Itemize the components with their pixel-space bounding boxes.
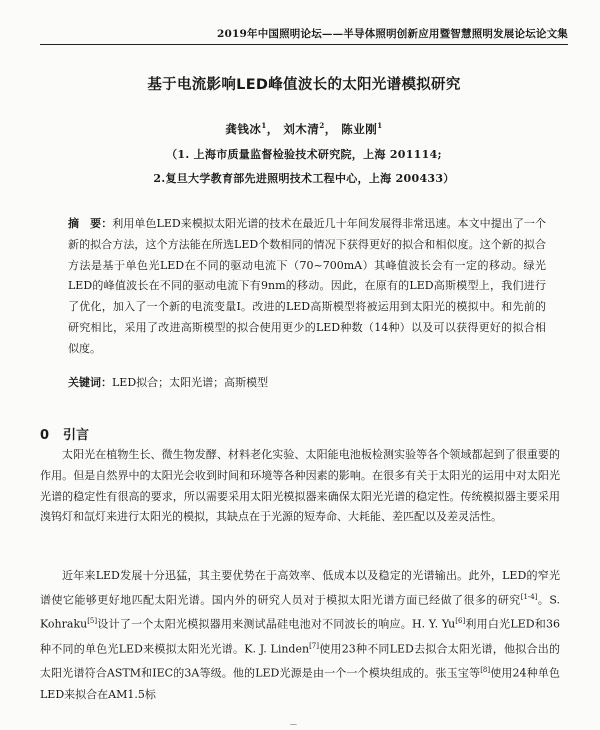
abstract-label: 摘 要： [68, 217, 113, 230]
paragraph-text: 利用白光LED和36种不同的单色光LED来模拟太阳光光谱。K. J. Linden [40, 617, 560, 656]
affiliation-line: 2.复旦大学教育部先进照明技术工程中心，上海 200433） [153, 172, 455, 185]
running-header: 2019年中国照明论坛——半导体照明创新应用暨智慧照明发展论坛论文集 [216, 28, 568, 40]
page-number: — [290, 720, 297, 728]
paragraph-text: 近年来LED发展十分迅猛，其主要优势在于高效率、低成本以及稳定的光谱输出。此外，LED的窄光谱使它能够更好地匹配太阳光谱。国内外的研究人员对于模拟太阳光谱方面已经做了很多的研究 [40, 569, 560, 607]
author-list: 龚钱冰$^1$， 刘木清$^2$， 陈业刚$^1$ [225, 121, 383, 136]
section-title: 引言 [63, 428, 90, 443]
citation-ref: [7] [309, 641, 319, 650]
author-affil-mark: 1 [377, 121, 383, 131]
header-rule [40, 44, 568, 45]
keywords-label: 关键词： [68, 376, 112, 389]
keywords-text: LED拟合；太阳光谱；高斯模型 [112, 376, 269, 389]
author-affil-mark: 2 [319, 121, 325, 131]
abstract [68, 214, 546, 360]
citation-ref: [1-4] [520, 592, 538, 601]
paragraph-text: 设计了一个太阳光模拟器用来测试晶硅电池对不同波长的响应。H. Y. Yu [97, 617, 456, 631]
body-paragraph: 太阳光在植物生长、微生物发酵、材料老化实验、太阳能电池板检测实验等各个领域都起到了很重要的作用。但是自然界中的太阳光会收到时间和环境等各种因素的影响。在很多有关于太阳光的运用中对太阳光光谱的稳定性有很高的要求，所以需要采用太阳光模拟器来确保太阳光光谱的稳定性。传统模拟器主要采用溴钨灯和氙灯来进行太阳光的模拟，其缺点在于光源的短寿命、大耗能、差匹配以及差灵活性。 [40, 448, 560, 524]
keywords [68, 374, 546, 390]
paragraph-text: 。S. Kohraku [40, 593, 561, 631]
paragraph-text: 使用23种不同LED去拟合太阳光谱，他拟合出的太阳光谱符合ASTM和IEC的3A等级。他的LED光源是由一个一个模块组成的。张玉宝等 [40, 642, 560, 680]
citation-ref: [8] [480, 666, 491, 675]
affiliation-line: （1. 上海市质量监督检验技术研究院，上海 201114; [166, 148, 442, 161]
author-affil-mark: 1 [261, 121, 267, 131]
citation-ref: [6] [455, 617, 466, 626]
paper-title: 基于电流影响LED峰值波长的太阳光谱模拟研究 [147, 77, 461, 93]
body-paragraph [40, 566, 560, 705]
author-name: 陈业刚 [341, 122, 378, 136]
paragraph-text: 使用24种单色LED来拟合在AM1.5标 [40, 666, 561, 701]
abstract-text: 利用单色LED来模拟太阳光谱的技术在最近几十年间发展得非常迅速。本文中提出了一个新的拟合方法，这个方法能在所选LED个数相同的情况下获得更好的拟合和相似度。这个新的拟合方法是基于单色光LED在不同的驱动电流下（70~700mA）其峰值波长会有一定的移动。绿光LED的峰值波长在不同的驱动电流下有9nm的移动。因此，在原有的LED高斯模型上，我们进行了优化，加入了一个新的电流变量I。改进的LED高斯模型将被运用到太阳光的模拟中。和先前的研究相比，采用了改进高斯模型的拟合使用更少的LED种数（14种）以及可以获得更好的拟合相似度。 [68, 217, 546, 355]
citation-ref: [5] [87, 617, 98, 626]
section-number: 0 [40, 428, 50, 443]
author-name: 龚钱冰 [225, 122, 262, 136]
author-name: 刘木清 [283, 122, 320, 136]
section-heading [40, 424, 89, 443]
